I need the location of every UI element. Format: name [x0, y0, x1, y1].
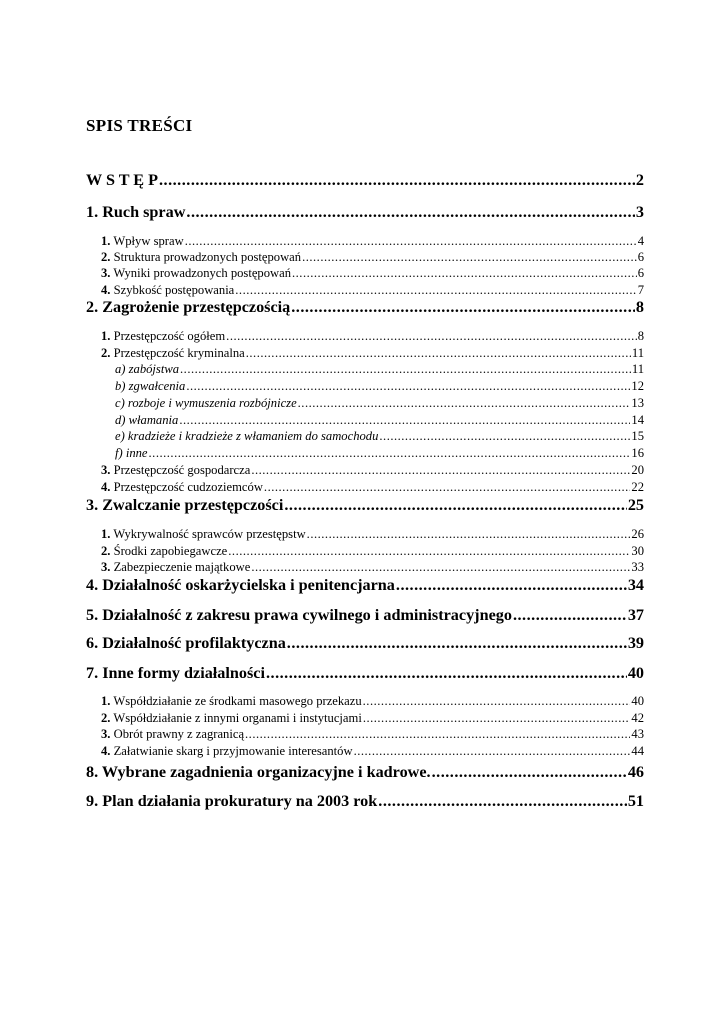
toc-entry-title: [86, 664, 265, 683]
toc-entry-number: 2.: [101, 346, 111, 360]
dot-leader: [186, 379, 630, 394]
toc-section: [86, 346, 644, 361]
dot-leader: [298, 396, 631, 411]
toc-subsection: [86, 379, 644, 394]
dot-leader: [379, 429, 630, 444]
toc-entry-title: [101, 234, 184, 249]
toc-entry-title: [101, 544, 227, 559]
toc-chapter: [86, 763, 644, 782]
toc-entry-text: Struktura prowadzonych postępowań: [113, 250, 302, 264]
toc-entry-text: 1. Ruch spraw: [86, 203, 186, 221]
dot-leader: [363, 711, 631, 726]
toc-entry-number: 1.: [101, 527, 111, 541]
toc-entry-text: 2. Zagrożenie przestępczością: [86, 298, 291, 316]
dot-leader: [378, 792, 627, 811]
toc-chapter: [86, 298, 644, 317]
toc-page-number: 42: [631, 711, 644, 725]
toc-entry-title: [101, 480, 263, 495]
toc-entry-title: [101, 727, 244, 742]
toc-entry-text: Wykrywalność sprawców przestępstw: [113, 527, 306, 541]
toc-page-number: 22: [631, 480, 644, 494]
toc-page-number: 26: [631, 527, 644, 541]
toc-entry-text: Przestępczość gospodarcza: [113, 463, 251, 477]
toc-subsection: [86, 413, 644, 428]
toc-section: [86, 283, 644, 298]
toc-chapter: [86, 792, 644, 811]
dot-leader: [396, 576, 627, 595]
toc-entry-title: [115, 379, 185, 394]
toc-entry-title: [115, 429, 378, 444]
toc-chapter: [86, 171, 644, 190]
dot-leader: [287, 634, 627, 653]
dot-leader: [432, 763, 627, 782]
toc-entry-number: 3.: [101, 266, 111, 280]
page-title: SPIS TREŚCI: [86, 116, 193, 135]
toc-page-number: 8: [635, 298, 644, 316]
dot-leader: [179, 413, 630, 428]
toc-page-number: 6: [637, 250, 644, 264]
toc-chapter: [86, 634, 644, 653]
toc-page-number: 34: [627, 576, 644, 594]
dot-leader: [226, 329, 637, 344]
toc-entry-title: [101, 283, 234, 298]
dot-leader: [292, 266, 637, 281]
dot-leader: [228, 544, 630, 559]
toc-entry-text: Przestępczość kryminalna: [113, 346, 245, 360]
toc-entry-number: 1.: [101, 329, 111, 343]
toc-subsection: [86, 446, 644, 461]
toc-entry-title: [86, 576, 395, 595]
toc-entry-title: [115, 413, 178, 428]
toc-section: [86, 711, 644, 726]
toc-section: [86, 727, 644, 742]
toc-entry-title: [101, 463, 250, 478]
toc-entry-title: [101, 527, 306, 542]
toc-subsection: [86, 396, 644, 411]
toc-entry-title: [86, 171, 158, 190]
toc-entry-title: [86, 763, 431, 782]
dot-leader: [159, 171, 635, 190]
toc-entry-text: Załatwianie skarg i przyjmowanie interesantów: [113, 744, 353, 758]
toc-entry-text: Zabezpieczenie majątkowe: [113, 560, 251, 574]
toc-section: [86, 480, 644, 495]
toc-entry-title: [101, 346, 245, 361]
toc-entry-title: [86, 298, 290, 317]
toc-entry-title: [101, 744, 353, 759]
toc-entry-text: W S T Ę P: [86, 171, 158, 189]
toc-section: [86, 329, 644, 344]
toc-entry-text: Współdziałanie z innymi organami i instytucjami: [113, 711, 362, 725]
toc-entry-text: Obrót prawny z zagranicą: [113, 727, 245, 741]
toc-entry-title: [86, 634, 286, 653]
toc-entry-text: 5. Działalność z zakresu prawa cywilnego i administracyjnego: [86, 606, 512, 624]
toc-page-number: 11: [631, 362, 644, 376]
toc-chapter: [86, 203, 644, 222]
toc-section: [86, 694, 644, 709]
dot-leader: [186, 203, 635, 222]
toc-page-number: 13: [631, 396, 644, 410]
toc-page-number: 46: [627, 763, 644, 781]
toc-entry-title: [86, 792, 377, 811]
toc-entry-text: e) kradzieże i kradzieże z włamaniem do samochodu: [115, 429, 379, 443]
toc-page-number: 12: [631, 379, 644, 393]
toc-entry-text: Przestępczość ogółem: [113, 329, 226, 343]
dot-leader: [149, 446, 631, 461]
dot-leader: [284, 496, 626, 515]
toc-page-number: 8: [637, 329, 644, 343]
toc-entry-title: [115, 362, 179, 377]
toc-section: [86, 744, 644, 759]
toc-entry-text: Wyniki prowadzonych postępowań: [113, 266, 291, 280]
toc-entry-number: 2.: [101, 250, 111, 264]
toc-subsection: [86, 429, 644, 444]
dot-leader: [307, 527, 631, 542]
toc-section: [86, 234, 644, 249]
dot-leader: [264, 480, 630, 495]
dot-leader: [363, 694, 631, 709]
dot-leader: [180, 362, 631, 377]
toc-entry-number: 1.: [101, 234, 111, 248]
toc-section: [86, 560, 644, 575]
toc-entry-text: d) włamania: [115, 413, 179, 427]
toc-section: [86, 544, 644, 559]
toc-entry-title: [86, 606, 512, 625]
toc-entry-title: [86, 203, 185, 222]
toc-page-number: 14: [631, 413, 644, 427]
toc-entry-text: Współdziałanie ze środkami masowego przekazu: [113, 694, 362, 708]
toc-entry-text: Wpływ spraw: [113, 234, 184, 248]
toc-entry-title: [101, 250, 301, 265]
toc-entry-text: f) inne: [115, 446, 148, 460]
toc-page-number: 2: [635, 171, 644, 189]
toc-entry-title: [101, 329, 225, 344]
dot-leader: [291, 298, 635, 317]
toc-entry-title: [115, 446, 148, 461]
toc-page-number: 3: [635, 203, 644, 221]
toc-entry-number: 1.: [101, 694, 111, 708]
toc-entry-text: 8. Wybrane zagadnienia organizacyjne i kadrowe.: [86, 763, 431, 781]
toc-page-number: 20: [631, 463, 644, 477]
dot-leader: [246, 346, 631, 361]
toc-page-number: 7: [637, 283, 644, 297]
toc-subsection: [86, 362, 644, 377]
toc-entry-text: 9. Plan działania prokuratury na 2003 rok: [86, 792, 378, 810]
toc-entry-number: 3.: [101, 463, 111, 477]
dot-leader: [302, 250, 637, 265]
toc-section: [86, 527, 644, 542]
toc-section: [86, 250, 644, 265]
toc-entry-text: Szybkość postępowania: [113, 283, 235, 297]
toc-entry-title: [101, 266, 291, 281]
toc-entry-title: [86, 496, 283, 515]
toc-entry-number: 3.: [101, 727, 111, 741]
toc-entry-number: 3.: [101, 560, 111, 574]
toc-entry-number: 4.: [101, 283, 111, 297]
toc-page-number: 33: [631, 560, 644, 574]
dot-leader: [266, 664, 627, 683]
toc-entry-text: 7. Inne formy działalności: [86, 664, 265, 682]
toc-page-number: 39: [627, 634, 644, 652]
dot-leader: [251, 463, 630, 478]
toc-page-number: 51: [627, 792, 644, 810]
toc-entry-text: Środki zapobiegawcze: [113, 544, 228, 558]
toc-entry-text: 4. Działalność oskarżycielska i penitencjarna: [86, 576, 395, 594]
toc-chapter: [86, 606, 644, 625]
toc-entry-number: 2.: [101, 711, 111, 725]
toc-page-number: 40: [631, 694, 644, 708]
toc-page-number: 6: [637, 266, 644, 280]
toc-entry-number: 4.: [101, 744, 111, 758]
toc-page-number: 37: [627, 606, 644, 624]
toc-entry-title: [101, 694, 362, 709]
toc-section: [86, 463, 644, 478]
toc-page-number: 25: [627, 496, 644, 514]
toc-page-number: 11: [631, 346, 644, 360]
toc-entry-title: [101, 711, 362, 726]
toc-section: [86, 266, 644, 281]
toc-entry-text: 6. Działalność profilaktyczna: [86, 634, 286, 652]
dot-leader: [245, 727, 630, 742]
dot-leader: [185, 234, 637, 249]
toc-page-number: 40: [627, 664, 644, 682]
toc-page-number: 43: [631, 727, 644, 741]
dot-leader: [251, 560, 630, 575]
dot-leader: [235, 283, 636, 298]
toc-chapter: [86, 496, 644, 515]
toc-entry-text: a) zabójstwa: [115, 362, 180, 376]
dot-leader: [354, 744, 631, 759]
toc-entry-number: 4.: [101, 480, 111, 494]
toc-chapter: [86, 576, 644, 595]
toc-entry-title: [101, 560, 250, 575]
toc-entry-title: [115, 396, 297, 411]
toc-entry-text: 3. Zwalczanie przestępczości: [86, 496, 284, 514]
toc-page-number: 30: [631, 544, 644, 558]
toc-entry-number: 2.: [101, 544, 111, 558]
dot-leader: [513, 606, 627, 625]
toc-page-number: 15: [631, 429, 644, 443]
toc-page-number: 4: [637, 234, 644, 248]
toc-chapter: [86, 664, 644, 683]
toc-entry-text: b) zgwałcenia: [115, 379, 186, 393]
toc-entry-text: c) rozboje i wymuszenia rozbójnicze: [115, 396, 297, 410]
toc-entry-text: Przestępczość cudzoziemców: [113, 480, 263, 494]
toc-page-number: 44: [631, 744, 644, 758]
toc-page-number: 16: [631, 446, 644, 460]
